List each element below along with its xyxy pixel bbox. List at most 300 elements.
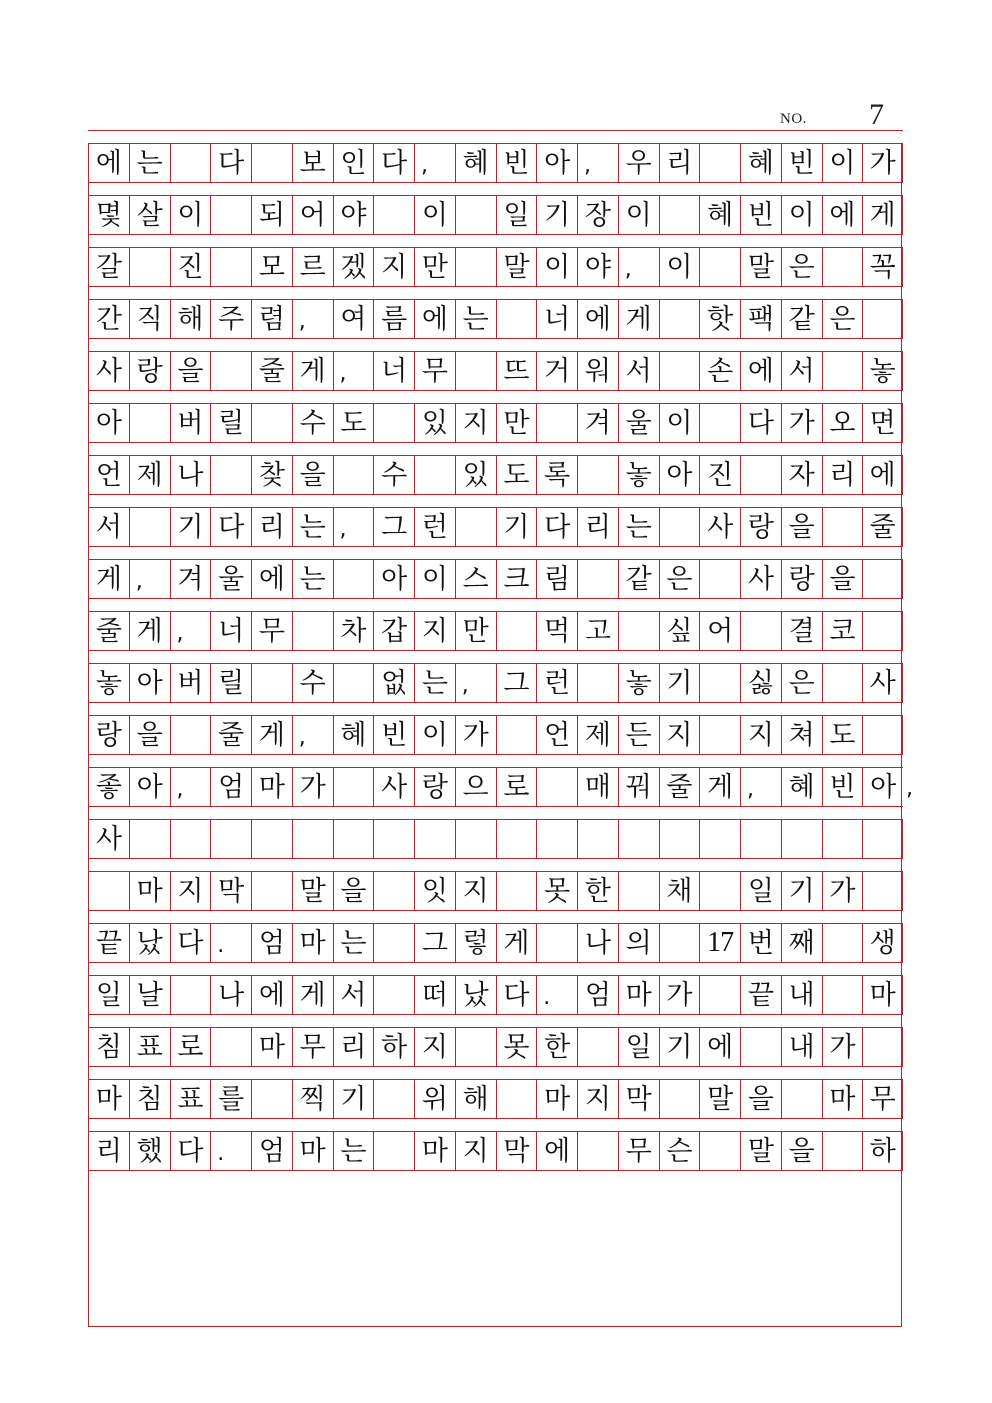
character-cell: 이 [781,195,822,235]
empty-cell [251,403,292,443]
character-cell: 마 [88,1079,129,1119]
empty-cell [577,559,618,599]
empty-cell [740,611,781,651]
character-cell: 언 [536,715,577,755]
empty-cell [129,819,170,859]
character-cell: 제 [129,455,170,495]
empty-cell [536,767,577,807]
character-cell: , [414,143,455,183]
empty-cell [210,195,251,235]
character-cell: 뜨 [496,351,537,391]
empty-cell [373,403,414,443]
character-cell: 든 [618,715,659,755]
character-cell: 너 [373,351,414,391]
character-cell: 위 [414,1079,455,1119]
character-cell: 마 [292,1131,333,1171]
character-cell: 다 [536,507,577,547]
empty-cell [373,195,414,235]
character-cell: 게 [862,195,903,235]
character-cell: 막 [496,1131,537,1171]
empty-cell [251,1079,292,1119]
manuscript-row [88,871,903,911]
character-cell: 표 [129,1027,170,1067]
manuscript-row [88,247,903,287]
character-cell: 차 [333,611,374,651]
character-cell: 무 [414,351,455,391]
character-cell: 보 [292,143,333,183]
character-cell: 놓 [862,351,903,391]
character-cell: 다 [496,975,537,1015]
manuscript-row [88,611,903,651]
character-cell: 거 [536,351,577,391]
character-cell: 기 [170,507,211,547]
manuscript-row [88,1079,903,1119]
character-cell: 다 [210,143,251,183]
empty-cell [373,1079,414,1119]
character-cell: 이 [414,715,455,755]
character-cell: 쳐 [781,715,822,755]
empty-cell [699,247,740,287]
character-cell: , [455,663,496,703]
character-cell: 못 [496,1027,537,1067]
character-cell: 해 [455,1079,496,1119]
page-number-label: NO. [780,111,807,127]
empty-cell [251,143,292,183]
manuscript-row [88,767,913,807]
character-cell: 혜 [781,767,822,807]
empty-cell [333,559,374,599]
character-cell: 이 [822,143,863,183]
character-cell: 렇 [455,923,496,963]
empty-cell [822,975,863,1015]
character-cell: 말 [496,247,537,287]
manuscript-row [88,351,903,391]
character-cell: 인 [333,143,374,183]
character-cell: 을 [129,715,170,755]
empty-cell [292,819,333,859]
manuscript-row [88,143,903,183]
empty-cell [659,507,700,547]
character-cell: 만 [455,611,496,651]
empty-cell [659,195,700,235]
character-cell: 결 [781,611,822,651]
character-cell: 고 [577,611,618,651]
empty-cell [740,455,781,495]
character-cell: 도 [333,403,374,443]
character-cell: 이 [659,247,700,287]
empty-cell [210,247,251,287]
character-cell: 진 [170,247,211,287]
character-cell: 기 [536,195,577,235]
character-cell: , [577,143,618,183]
character-cell: 사 [88,351,129,391]
character-cell: 너 [536,299,577,339]
character-cell: 을 [822,559,863,599]
character-cell: . [536,975,577,1015]
manuscript-row [88,1131,903,1171]
character-cell: , [292,715,333,755]
character-cell: 겨 [170,559,211,599]
character-cell: 게 [292,975,333,1015]
character-cell: 게 [496,923,537,963]
empty-cell [210,819,251,859]
character-cell: 엄 [577,975,618,1015]
character-cell: 마 [536,1079,577,1119]
character-cell: 일 [496,195,537,235]
character-cell: 마 [129,871,170,911]
character-cell: 일 [88,975,129,1015]
character-cell: 런 [414,507,455,547]
empty-cell [822,351,863,391]
character-cell: 는 [333,923,374,963]
character-cell: 줄 [88,611,129,651]
character-cell: 해 [170,299,211,339]
empty-cell [862,871,903,911]
character-cell: 이 [414,195,455,235]
empty-cell [699,975,740,1015]
character-cell: 릴 [210,403,251,443]
character-cell: 다 [170,1131,211,1171]
character-cell: 름 [373,299,414,339]
character-cell: 혜 [699,195,740,235]
empty-cell [455,819,496,859]
empty-cell [699,403,740,443]
character-cell: 로 [170,1027,211,1067]
character-cell: 말 [740,247,781,287]
character-cell: , [292,299,333,339]
character-cell: 일 [618,1027,659,1067]
character-cell: 록 [536,455,577,495]
empty-cell [822,663,863,703]
character-cell: 다 [170,923,211,963]
character-cell: 지 [455,871,496,911]
empty-cell [862,1027,903,1067]
character-cell: 되 [251,195,292,235]
character-cell: 을 [333,871,374,911]
character-cell: 있 [455,455,496,495]
character-cell: 가 [781,403,822,443]
character-cell: 손 [699,351,740,391]
empty-cell [536,923,577,963]
character-cell: 모 [251,247,292,287]
empty-cell [862,559,903,599]
empty-cell [577,1027,618,1067]
character-cell: 채 [659,871,700,911]
empty-cell [862,715,903,755]
character-cell: 기 [496,507,537,547]
empty-cell [373,923,414,963]
empty-cell [455,247,496,287]
empty-cell [414,819,455,859]
empty-cell [699,871,740,911]
empty-cell [373,975,414,1015]
empty-cell [129,247,170,287]
character-cell: 빈 [373,715,414,755]
character-cell: 나 [170,455,211,495]
manuscript-row [88,195,903,235]
empty-cell [210,1027,251,1067]
empty-cell [699,715,740,755]
character-cell: 같 [781,299,822,339]
character-cell: 은 [781,247,822,287]
character-cell: 표 [170,1079,211,1119]
character-cell: 지 [740,715,781,755]
character-cell: 리 [659,143,700,183]
character-cell: 기 [333,1079,374,1119]
character-cell: 매 [577,767,618,807]
character-cell: 꼭 [862,247,903,287]
character-cell: 은 [822,299,863,339]
character-cell: 리 [577,507,618,547]
character-cell: 기 [781,871,822,911]
character-cell: 째 [781,923,822,963]
character-cell: 겠 [333,247,374,287]
character-cell: 무 [251,611,292,651]
character-cell: , [333,507,374,547]
character-cell: 게 [292,351,333,391]
character-cell: 기 [659,663,700,703]
manuscript-row [88,1027,903,1067]
empty-cell [659,351,700,391]
character-cell: 났 [455,975,496,1015]
character-cell: 사 [862,663,903,703]
empty-cell [333,663,374,703]
character-cell: 직 [129,299,170,339]
character-cell: 엄 [210,767,251,807]
character-cell: 림 [536,559,577,599]
character-cell: 야 [577,247,618,287]
character-cell: 에 [251,975,292,1015]
empty-cell [129,403,170,443]
character-cell: 내 [781,1027,822,1067]
character-cell: 지 [455,403,496,443]
empty-cell [659,923,700,963]
character-cell: 줄 [210,715,251,755]
character-cell: 없 [373,663,414,703]
empty-cell [455,351,496,391]
empty-cell [536,819,577,859]
character-cell: 을 [170,351,211,391]
empty-cell [618,871,659,911]
empty-cell [699,559,740,599]
character-cell: 면 [862,403,903,443]
character-cell: 서 [333,975,374,1015]
character-cell: 랑 [414,767,455,807]
character-cell: 지 [455,1131,496,1171]
character-cell: 사 [699,507,740,547]
character-cell: 랑 [88,715,129,755]
character-cell: 로 [496,767,537,807]
character-cell: 아 [373,559,414,599]
character-cell: 가 [822,1027,863,1067]
empty-cell [659,1079,700,1119]
character-cell: 싶 [659,611,700,651]
manuscript-row [88,663,903,703]
character-cell: 에 [577,299,618,339]
character-cell: 게 [618,299,659,339]
empty-cell [373,1131,414,1171]
character-cell: 다 [373,143,414,183]
character-cell: 랑 [781,559,822,599]
character-cell: 에 [699,1027,740,1067]
character-cell: 울 [618,403,659,443]
character-cell: 끝 [88,923,129,963]
character-cell: 그 [414,923,455,963]
character-cell: 싫 [740,663,781,703]
empty-cell [699,819,740,859]
character-cell: 도 [496,455,537,495]
manuscript-row [88,559,903,599]
character-cell: 수 [292,663,333,703]
empty-cell [822,507,863,547]
character-cell: 너 [210,611,251,651]
empty-cell [496,871,537,911]
character-cell: 랑 [129,351,170,391]
character-cell: , [129,559,170,599]
character-cell: 도 [822,715,863,755]
character-cell: 무 [292,1027,333,1067]
character-cell: 놓 [88,663,129,703]
character-cell: . [210,1131,251,1171]
character-cell: 하 [862,1131,903,1171]
character-cell: 는 [292,559,333,599]
character-cell: 에 [862,455,903,495]
empty-cell [251,819,292,859]
empty-cell [618,611,659,651]
character-cell: 지 [414,611,455,651]
character-cell: , [333,351,374,391]
page-number-header [760,96,902,130]
character-cell: 한 [536,1027,577,1067]
empty-cell [170,975,211,1015]
character-cell: 이 [414,559,455,599]
empty-cell [496,299,537,339]
character-cell: 어 [699,611,740,651]
character-cell: 다 [210,507,251,547]
character-cell: , [170,611,211,651]
character-cell: , [170,767,211,807]
empty-cell [822,1131,863,1171]
empty-cell [333,767,374,807]
empty-cell [292,611,333,651]
character-cell: 게 [251,715,292,755]
character-cell: 빈 [822,767,863,807]
character-cell: 이 [618,195,659,235]
character-cell: 아 [129,767,170,807]
character-cell: 마 [292,923,333,963]
empty-cell [781,1079,822,1119]
character-cell: 수 [373,455,414,495]
character-cell: 는 [414,663,455,703]
character-cell: 한 [577,871,618,911]
character-cell: 사 [740,559,781,599]
character-cell: 는 [129,143,170,183]
character-cell: 다 [740,403,781,443]
character-cell: 막 [210,871,251,911]
character-cell: 가 [292,767,333,807]
character-cell: 기 [659,1027,700,1067]
character-cell: 엄 [251,1131,292,1171]
header-rule [88,130,903,131]
character-cell: 꿔 [618,767,659,807]
character-cell: 줄 [862,507,903,547]
character-cell: 했 [129,1131,170,1171]
character-cell: 핫 [699,299,740,339]
character-cell: 17 [699,923,740,963]
character-cell: 겨 [577,403,618,443]
empty-cell [822,923,863,963]
empty-cell [659,819,700,859]
character-cell: 스 [455,559,496,599]
character-cell: 이 [170,195,211,235]
character-cell: 을 [292,455,333,495]
manuscript-row [88,819,903,859]
empty-cell [496,611,537,651]
character-cell: 못 [536,871,577,911]
empty-cell [251,871,292,911]
character-cell: 에 [414,299,455,339]
character-cell: 찾 [251,455,292,495]
empty-cell [862,299,903,339]
character-cell: 끝 [740,975,781,1015]
empty-cell [170,715,211,755]
manuscript-row [88,299,903,339]
empty-cell [496,1079,537,1119]
character-cell: 놓 [618,663,659,703]
character-cell: 좋 [88,767,129,807]
character-cell: 만 [496,403,537,443]
character-cell: 혜 [333,715,374,755]
character-cell: 지 [373,247,414,287]
character-cell: 버 [170,403,211,443]
character-cell: 마 [618,975,659,1015]
empty-cell [862,611,903,651]
character-cell: 랑 [740,507,781,547]
character-cell: 가 [659,975,700,1015]
character-cell: 지 [577,1079,618,1119]
character-cell: 막 [618,1079,659,1119]
character-cell: 갈 [88,247,129,287]
character-cell: 르 [292,247,333,287]
empty-cell [822,247,863,287]
character-cell: 혜 [455,143,496,183]
character-cell: 는 [333,1131,374,1171]
character-cell: 혜 [740,143,781,183]
character-cell: 엄 [251,923,292,963]
empty-cell [577,819,618,859]
character-cell: 코 [822,611,863,651]
character-cell: 장 [577,195,618,235]
character-cell: 에 [740,351,781,391]
character-cell: 게 [88,559,129,599]
character-cell: 리 [88,1131,129,1171]
manuscript-row [88,975,903,1015]
character-cell: 찍 [292,1079,333,1119]
character-cell: 서 [781,351,822,391]
character-cell: 게 [699,767,740,807]
character-cell: 떠 [414,975,455,1015]
character-cell: 잇 [414,871,455,911]
character-cell: 말 [699,1079,740,1119]
character-cell: 이 [536,247,577,287]
page-number-value: 7 [869,98,884,131]
character-cell: 은 [659,559,700,599]
manuscript-row [88,507,903,547]
character-cell: 를 [210,1079,251,1119]
empty-cell [496,715,537,755]
character-cell: 을 [781,1131,822,1171]
empty-cell [373,871,414,911]
